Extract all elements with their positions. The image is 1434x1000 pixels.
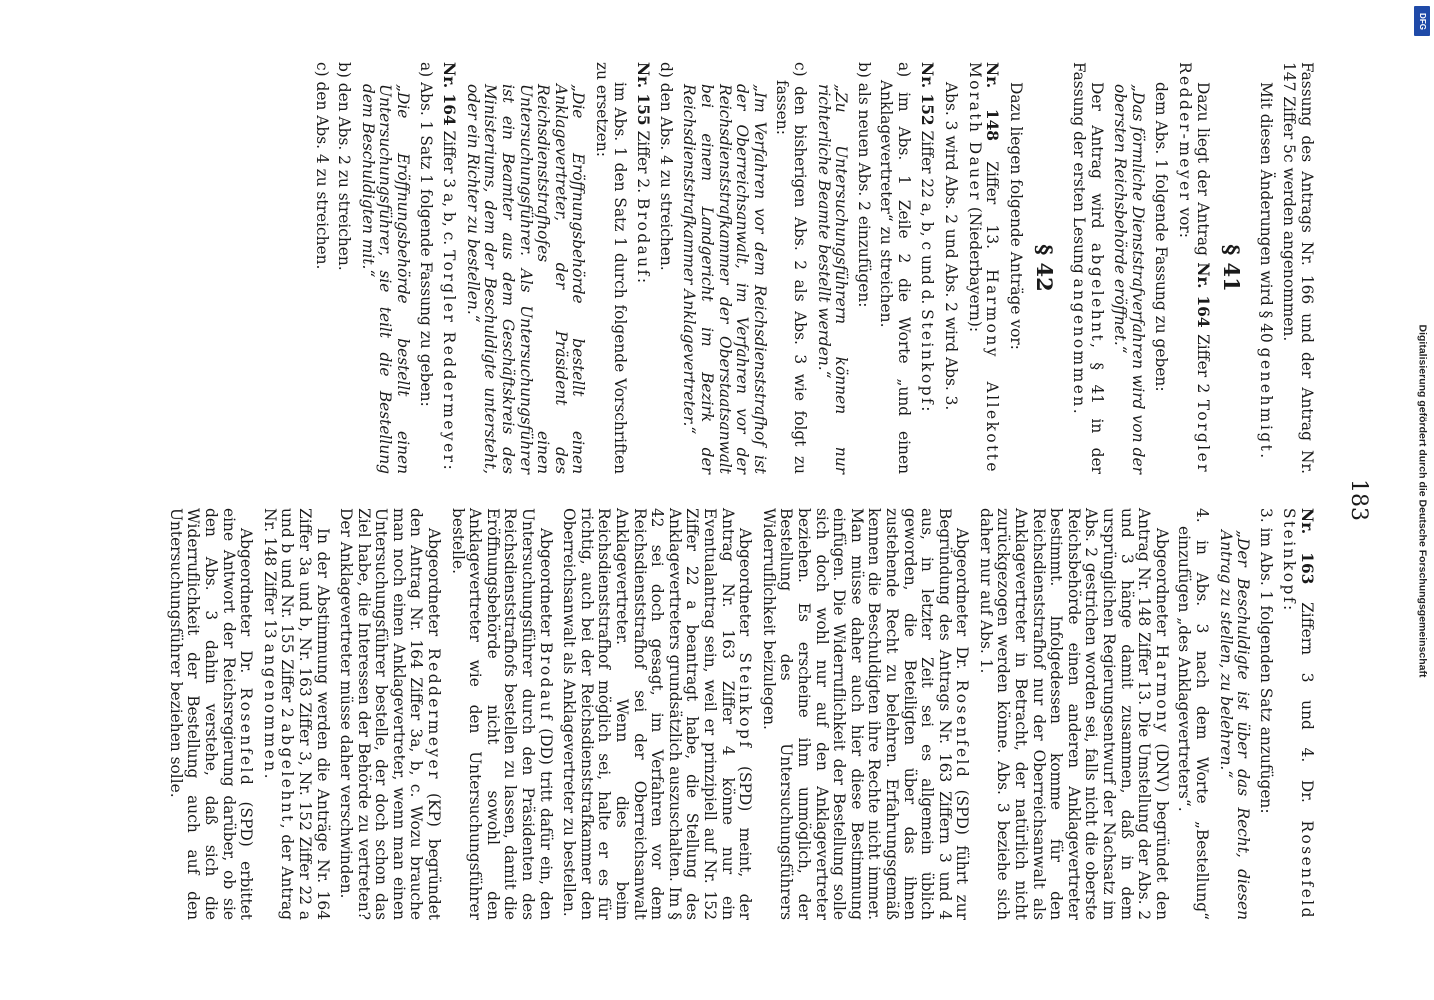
paragraph: [337, 508, 443, 920]
paragraph: [634, 62, 652, 474]
paragraph: Dazu liegen folgende Anträge vor:: [1006, 82, 1025, 350]
list-item: b) als neuen Abs. 2 einzufügen:: [854, 62, 873, 308]
text: (DNV) begründet den Antrag Nr. 148 Ziffer 13. Die Umstellung der Abs. 2 und 3 hänge damit zusammen, daß in dem ursprünglichen Regierungsentwurf der Nachsatz im Abs. 2 gestrichen worden sei, falls nicht die oberste Reichsbehörde einen anderen Anklagevertreter bestimmt. Infolgedessen komme für den Reichsdienststrafhof nur der Oberreichsanwalt als Anklagevertreter in Betracht, der natürlich nicht zurückgezogen werden könne. Abs. 3 beziehe sich daher nur auf Abs. 1.: [976, 508, 1171, 921]
list-item: b) den Abs. 2 zu streichen.: [335, 62, 354, 271]
names: Harmony Allekotte Morath Dauer: [965, 62, 1002, 474]
text: Abgeordneter Dr.: [953, 528, 972, 680]
motion-number: Nr. 164: [1193, 262, 1212, 328]
text: (KP) begründet den Antrag Nr. 164 Ziffer 3a, b, c. Wozu brauche man noch einen Anklagevertreter, wenn man einen Untersuchungsführer bestelle, der doch schon das Ziel habe, die Interessen der Behörde zu vertreten? Der Anklagevertreter müsse daher verschwinden.: [337, 508, 444, 920]
quoted-text: „Die Eröffnungsbehörde bestellt einen Untersuchungsführer, sie teilt die Bestellung dem Beschuldigten mit.“: [358, 84, 413, 474]
credit-text: Digitalisierung gefördert durch die Deutsche Forschungsgemeinschaft: [1416, 324, 1429, 677]
paragraph: Abs. 3 wird Abs. 2 und Abs. 2 wird Abs. 3.: [942, 82, 961, 411]
paragraph: [976, 508, 1170, 920]
text: Mit diesen Änderungen wird § 40: [1256, 82, 1275, 348]
digitization-credit: [1412, 8, 1432, 993]
paragraph: [440, 62, 458, 474]
text: , § 41 in der Fassung der ersten Lesung: [1070, 62, 1106, 474]
paragraph: [1069, 62, 1104, 474]
text: Abgeordneter: [736, 528, 755, 653]
motion-number: Nr. 148: [983, 62, 1002, 141]
quoted-text: „Der Beschuldigte ist über das Recht, diesen Antrag zu stellen, zu belehren.“: [1216, 530, 1253, 920]
left-column: [307, 62, 1315, 474]
dfg-logo: [1414, 6, 1430, 36]
paragraph: [918, 62, 936, 474]
text: , der Antrag Nr. 148 Ziffer 13: [260, 508, 297, 920]
paragraph: dem Abs. 1 folgende Fassung zu geben:: [1152, 82, 1171, 392]
paragraph: [759, 508, 970, 920]
list-item: d) den Abs. 4 zu streichen.: [656, 62, 675, 271]
text: Ziffern 3 und 4. Dr.: [1298, 584, 1316, 821]
list-item: 4. in Abs. 3 nach dem Worte „Bestellung“ einzufügen „des Anklagevertreters“.: [1175, 508, 1212, 920]
paragraph: [1175, 62, 1210, 474]
text: Ziffer 3 a, b, c.: [440, 125, 459, 251]
text: Abgeordneter Dr.: [237, 528, 256, 688]
text: vor:: [1176, 202, 1195, 238]
text: In der Abstimmung werden die Anträge Nr. 164 Ziffer 3a und b, Nr. 163 Ziffer 3, Nr. 152 Ziffer 22 a und b und Nr. 155 Ziffer 2: [278, 508, 332, 920]
document-page: [27, 20, 1407, 980]
speaker: Brodauf: [536, 642, 555, 723]
emphasis: genehmigt.: [1256, 347, 1275, 461]
quoted-text: „Die Eröffnungsbehörde bestellt einen Anklagevertreter, der Präsident des Reichsdienststrafhofes einen Untersuchungsführer. Als Untersuchungsführer ist ein Beamter aus dem Geschäftskreis des Ministeriums, dem der Beschuldigte untersteht, oder ein Richter zu bestellen.“: [463, 84, 588, 474]
motion-number: Nr. 164: [440, 62, 459, 126]
motion-number: Nr. 163: [1298, 508, 1316, 585]
emphasis: abgelehnt: [1087, 242, 1106, 344]
paragraph: im Abs. 1 den Satz 1 durch folgende Vorschriften zu ersetzen:: [593, 62, 629, 474]
text: Ziffer 2.: [634, 125, 653, 198]
speaker: Rosenfeld: [953, 679, 972, 780]
names: Rosenfeld Steinkopf:: [1280, 508, 1316, 920]
text: Abgeordneter: [1152, 528, 1171, 645]
list-item: 3. im Abs. 1 folgenden Satz anzufügen:: [1256, 508, 1275, 814]
speaker: Steinkopf: [736, 652, 755, 750]
text: Der Antrag wird: [1087, 82, 1106, 243]
speaker: Rosenfeld: [237, 687, 256, 788]
text: (SPD) führt zur Begründung des Antrags Nr. 163 Ziffern 3 und 4 aus, in letzter Zeit sei es allgemein üblich geworden, die Beteiligten über das ihnen zustehende Recht zu belehren. Erfahrungsgemäß kennen die Beschuldigten ihre Rechte nicht immer. Man müsse daher auch hier diese Bestimmung einfügen. Die Widerruflichkeit der Bestellung solle sich doch wohl nur auf den Anklagevertreter beziehen. Es erscheine ihm unmöglich, der Bestellung des Untersuchungsführers Widerruflichkeit beizulegen.: [759, 508, 972, 920]
quoted-text: „Zu Untersuchungsführern können nur richterliche Beamte bestellt werden.“: [814, 84, 851, 474]
text: Abgeordneter: [536, 528, 555, 643]
names: Brodauf:: [634, 198, 653, 286]
paragraph: Fassung des Antrags Nr. 166 und der Antrag Nr. 147 Ziffer 5c werden angenommen.: [1280, 62, 1316, 474]
page-number: 183: [1346, 479, 1371, 521]
text: (DD) tritt dafür ein, den Untersuchungsführer durch den Präsidenten des Reichsdienststrafhofs bestellen zu lassen, damit die Eröffnungsbehörde nicht sowohl den Anklagevertreter wie den Untersuchungsführer bestelle.: [448, 508, 555, 920]
emphasis: angenommen.: [260, 643, 279, 782]
text: (SPD) meint, der Antrag Nr. 163 Ziffer 4 könne nur ein Eventualantrag sein, weil er prinzipiell auf Nr. 152 Ziffer 22 a beantragt habe, die Stellung des Anklagevertreters grundsätzlich auszuschalten. Im § 42 sei doch gesagt, im Verfahren vor dem Reichsdienststrafhof sei der Oberreichsanwalt Anklagevertreter. Wenn dies beim Reichsdienststrafhof möglich sei, halte er es für richtig, auch bei der Reichsdienststrafkammer den Oberreichsanwalt als Anklagevertreter zu bestellen.: [560, 508, 755, 921]
paragraph: [166, 508, 254, 920]
speaker: Reddermeyer: [425, 648, 444, 781]
speaker: Harmony: [1152, 644, 1171, 735]
text: Ziffer 13.: [983, 140, 1002, 270]
names: Torgler Redder-meyer: [1176, 62, 1212, 475]
text: Dazu liegt der Antrag: [1193, 82, 1212, 263]
paragraph: [965, 62, 1000, 474]
paragraph: [260, 508, 330, 920]
text: (Niederbayern):: [965, 202, 984, 333]
paragraph: [448, 508, 554, 920]
list-item: a) Abs. 1 Satz 1 folgende Fassung zu geben:: [416, 62, 435, 407]
quoted-text: „Das förmliche Dienststrafverfahren wird von der obersten Reichsbehörde eröffnet.“: [1111, 84, 1147, 474]
text: Ziffer 2: [1193, 327, 1212, 400]
section-heading-41: § 41: [1219, 244, 1245, 292]
text: Ziffer 22 a, b, c und d.: [918, 125, 937, 310]
names: Torgler Reddermeyer:: [440, 250, 459, 473]
names: Steinkopf:: [918, 309, 937, 414]
paragraph: [560, 508, 754, 920]
dfg-logo-text: DFG: [1417, 12, 1427, 30]
right-column: [160, 508, 1315, 920]
section-heading-42: § 42: [1032, 244, 1058, 292]
paragraph: [1256, 62, 1274, 474]
list-item: c) den bisherigen Abs. 2 als Abs. 3 wie folgt zu fassen:: [773, 62, 809, 474]
motion-number: Nr. 152: [918, 62, 937, 126]
text: Abgeordneter: [425, 528, 444, 649]
emphasis: abgelehnt: [278, 723, 297, 824]
text: (SPD) erbittet eine Antwort der Reichsregierung darüber, ob sie den Abs. 3 dahin verstehe, daß sich die Widerruflichkeit der Bestellung auch auf den Untersuchungsführer beziehen solle.: [166, 508, 256, 920]
list-item: a) im Abs. 1 Zeile 2 die Worte „und einen Anklagevertreter“ zu streichen.: [877, 62, 913, 474]
quoted-text: „Im Verfahren vor dem Reichsdienststrafhof ist der Oberreichsanwalt, im Verfahren vor der Reichsdienststrafkammer der Oberstaatsanwalt bei einem Landgericht im Bezirk der Reichsdienststrafkammer Anklagevertreter.“: [680, 84, 769, 474]
list-item: c) den Abs. 4 zu streichen.: [312, 62, 331, 270]
paragraph: [1280, 508, 1315, 920]
emphasis: angenommen.: [1070, 278, 1089, 417]
motion-number: Nr. 155: [634, 62, 653, 126]
